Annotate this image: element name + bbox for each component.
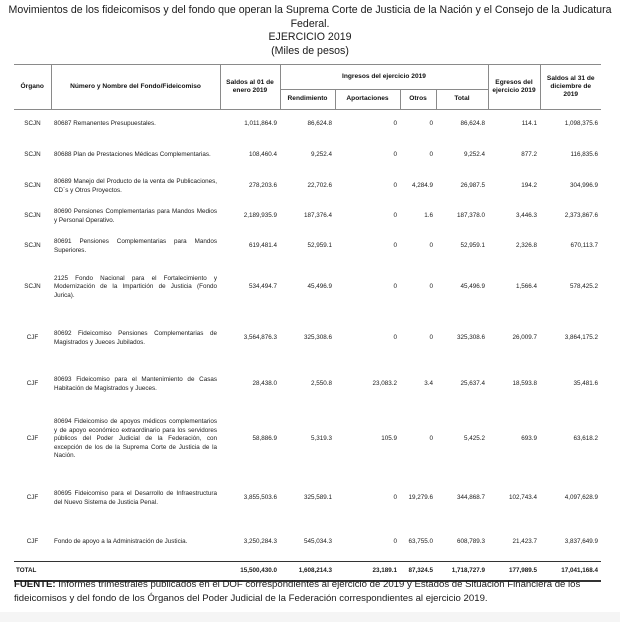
total-saldo-inicial: 15,500,430.0	[220, 562, 280, 582]
cell-saldo-inicial: 3,855,503.6	[243, 494, 277, 502]
cell-egresos: 102,743.4	[508, 494, 537, 502]
cell-egresos: 194.2	[521, 182, 537, 190]
cell-saldo-final: 4,097,628.9	[564, 494, 598, 502]
trust-movements-table	[14, 64, 601, 582]
cell-saldo-inicial: 619,481.4	[248, 242, 277, 250]
cell-aportaciones: 105.9	[381, 435, 397, 443]
cell-saldo-inicial: 108,460.4	[248, 151, 277, 159]
cell-saldo-inicial: 534,494.7	[248, 283, 277, 291]
cell-aportaciones: 0	[393, 334, 397, 342]
cell-total: 608,789.3	[436, 524, 488, 562]
cell-egresos: 877.2	[521, 151, 537, 159]
cell-organo: SCJN	[24, 212, 41, 220]
cell-total: 187,378.0	[456, 212, 485, 220]
cell-saldo-final: 670,113.7	[570, 242, 598, 250]
cell-saldo-final: 116,835.6	[570, 151, 598, 159]
cell-nombre: Fondo de apoyo a la Administración de Justicia.	[51, 524, 220, 562]
cell-rendimiento: 45,496.9	[307, 283, 332, 291]
cell-saldo-inicial: 3,564,876.3	[243, 334, 277, 342]
header-aportaciones: Aportaciones	[335, 90, 400, 110]
cell-organo: SCJN	[24, 120, 41, 128]
cell-nombre: 80694 Fideicomiso de apoyos médicos complementarios y de apoyo económico extraordinario para los servidores públicos del Poder Judicial de la Federación, con excepción de los de la Suprema Corte de Justicia de la Nación.	[54, 418, 217, 460]
cell-nombre: 80695 Fideicomiso para el Desarrollo de Infraestructura del Nuevo Sistema de Justicia Penal.	[54, 489, 217, 506]
table-row	[14, 232, 601, 262]
cell-total: 25,637.4	[460, 380, 485, 388]
cell-rendimiento: 325,589.1	[303, 494, 332, 502]
totals-label: TOTAL	[14, 562, 51, 582]
cell-organo: SCJN	[24, 151, 41, 159]
cell-aportaciones: 0	[393, 494, 397, 502]
table-row	[14, 262, 601, 314]
cell-organo: SCJN	[24, 283, 41, 291]
cell-total: 52,959.1	[460, 242, 485, 250]
cell-saldo-inicial: 1,011,864.9	[244, 120, 277, 128]
cell-otros: 0	[429, 151, 433, 159]
table-row	[14, 110, 601, 140]
header-ingresos-group: Ingresos del ejercicio 2019	[280, 65, 488, 90]
cell-aportaciones: 0	[393, 182, 397, 190]
document-title-block	[0, 4, 620, 58]
source-text: Informes trimestrales publicados en el DOF correspondientes al ejercicio de 2019 y Estados de Situación Financiera de los fideicomisos y del fondo de los Órganos del Poder Judicial de la Federación correspondientes al ejercicio 2019.	[14, 579, 581, 604]
cell-rendimiento: 52,959.1	[307, 242, 332, 250]
cell-saldo-final: 2,373,867.6	[564, 212, 598, 220]
table-row	[14, 406, 601, 474]
table-row	[14, 140, 601, 172]
cell-saldo-final: 1,098,375.6	[564, 120, 598, 128]
cell-aportaciones: 0	[393, 120, 397, 128]
cell-rendimiento: 545,034.3	[280, 524, 335, 562]
cell-saldo-inicial: 3,250,284.3	[220, 524, 280, 562]
cell-nombre: 80693 Fideicomiso para el Mantenimiento de Casas Habitación de Magistrados y Jueces.	[54, 375, 217, 392]
cell-otros: 0	[429, 120, 433, 128]
cell-saldo-inicial: 28,438.0	[252, 380, 277, 388]
cell-rendimiento: 9,252.4	[310, 151, 332, 159]
title-line-2: Federal.	[290, 17, 330, 30]
header-organo: Órgano	[14, 65, 51, 110]
cell-aportaciones: 23,083.2	[372, 380, 397, 388]
source-note	[14, 578, 604, 606]
cell-total: 344,868.7	[456, 494, 485, 502]
total-otros: 87,324.5	[400, 562, 436, 582]
cell-saldo-final: 578,425.2	[569, 283, 598, 291]
table-row	[14, 172, 601, 202]
cell-organo: SCJN	[24, 182, 41, 190]
cell-otros: 0	[429, 242, 433, 250]
cell-rendimiento: 187,376.4	[303, 212, 332, 220]
cell-saldo-final: 63,618.2	[573, 435, 598, 443]
source-label: FUENTE:	[14, 579, 56, 590]
cell-organo: SCJN	[24, 242, 41, 250]
page-bottom-band	[0, 612, 620, 622]
cell-total: 45,496.9	[460, 283, 485, 291]
cell-aportaciones: 0	[393, 212, 397, 220]
cell-saldo-inicial: 278,203.6	[248, 182, 277, 190]
cell-egresos: 3,446.3	[515, 212, 537, 220]
cell-aportaciones: 0	[393, 151, 397, 159]
subtitle: EJERCICIO 2019	[268, 31, 352, 43]
cell-saldo-inicial: 2,189,935.9	[243, 212, 277, 220]
cell-saldo-final: 35,481.6	[573, 380, 598, 388]
cell-total: 86,624.8	[460, 120, 485, 128]
cell-otros: 0	[429, 334, 433, 342]
cell-otros: 3.4	[424, 380, 433, 388]
cell-egresos: 693.9	[521, 435, 537, 443]
cell-rendimiento: 5,319.3	[310, 435, 332, 443]
cell-rendimiento: 86,624.8	[307, 120, 332, 128]
cell-total: 5,425.2	[463, 435, 485, 443]
cell-nombre: 80690 Pensiones Complementarias para Mandos Medios y Personal Operativo.	[54, 207, 217, 224]
cell-otros: 1.6	[424, 212, 433, 220]
cell-rendimiento: 325,308.6	[303, 334, 332, 342]
header-saldos-fin: Saldos al 31 de diciembre de 2019	[540, 65, 601, 110]
cell-nombre: 80689 Manejo del Producto de la venta de Publicaciones, CD´s y Otros Proyectos.	[54, 177, 217, 194]
cell-total: 325,308.6	[456, 334, 485, 342]
total-total: 1,718,727.9	[436, 562, 488, 582]
header-saldos-inicio: Saldos al 01 de enero 2019	[220, 65, 280, 110]
table-row	[14, 474, 601, 524]
cell-egresos: 1,566.4	[515, 283, 537, 291]
total-rendimiento: 1,608,214.3	[280, 562, 335, 582]
cell-otros: 0	[429, 283, 433, 291]
cell-organo: CJF	[26, 334, 39, 342]
cell-aportaciones: 0	[335, 524, 400, 562]
total-aportaciones: 23,189.1	[335, 562, 400, 582]
title-line-1: Movimientos de los fideicomisos y del fondo que operan la Suprema Corte de Justicia de la Nación y el Consejo de la Judicatura	[8, 4, 612, 16]
cell-nombre: 2125 Fondo Nacional para el Fortalecimiento y Modernización de la Impartición de Justicia (Fondo Jurica).	[54, 274, 217, 299]
header-nombre: Número y Nombre del Fondo/Fideicomiso	[51, 65, 220, 110]
cell-saldo-final: 3,864,175.2	[564, 334, 598, 342]
cell-organo: CJF	[14, 524, 51, 562]
cell-egresos: 21,423.7	[488, 524, 540, 562]
cell-egresos: 26,009.7	[512, 334, 537, 342]
cell-otros: 63,755.0	[400, 524, 436, 562]
cell-nombre: 80687 Remanentes Presupuestales.	[54, 120, 156, 128]
table-row	[14, 524, 601, 562]
table-row	[14, 202, 601, 232]
cell-rendimiento: 22,702.6	[307, 182, 332, 190]
header-rendimiento: Rendimiento	[280, 90, 335, 110]
cell-aportaciones: 0	[393, 242, 397, 250]
cell-nombre: 80688 Plan de Prestaciones Médicas Complementarias.	[54, 151, 211, 159]
header-total: Total	[436, 90, 488, 110]
cell-saldo-final: 304,996.9	[569, 182, 598, 190]
cell-organo: CJF	[26, 380, 39, 388]
cell-egresos: 18,593.8	[512, 380, 537, 388]
cell-otros: 19,279.6	[408, 494, 433, 502]
cell-egresos: 2,326.8	[515, 242, 537, 250]
total-egresos: 177,989.5	[488, 562, 540, 582]
cell-saldo-final: 3,837,649.9	[540, 524, 601, 562]
cell-rendimiento: 2,550.8	[310, 380, 332, 388]
table-row	[14, 364, 601, 406]
cell-egresos: 114.1	[521, 120, 537, 128]
cell-organo: CJF	[26, 435, 39, 443]
cell-nombre: 80691 Pensiones Complementarias para Mandos Superiores.	[54, 237, 217, 254]
cell-otros: 4,284.9	[411, 182, 433, 190]
table-row	[14, 314, 601, 364]
units-label: (Miles de pesos)	[271, 44, 349, 57]
total-saldo-final: 17,041,168.4	[540, 562, 601, 582]
cell-saldo-inicial: 58,886.9	[252, 435, 277, 443]
cell-total: 9,252.4	[463, 151, 485, 159]
header-egresos: Egresos del ejercicio 2019	[488, 65, 540, 110]
cell-nombre: 80692 Fideicomiso Pensiones Complementarias de Magistrados y Jueces Jubilados.	[54, 329, 217, 346]
cell-organo: CJF	[26, 494, 39, 502]
header-otros: Otros	[400, 90, 436, 110]
cell-aportaciones: 0	[393, 283, 397, 291]
cell-total: 26,987.5	[460, 182, 485, 190]
cell-otros: 0	[429, 435, 433, 443]
